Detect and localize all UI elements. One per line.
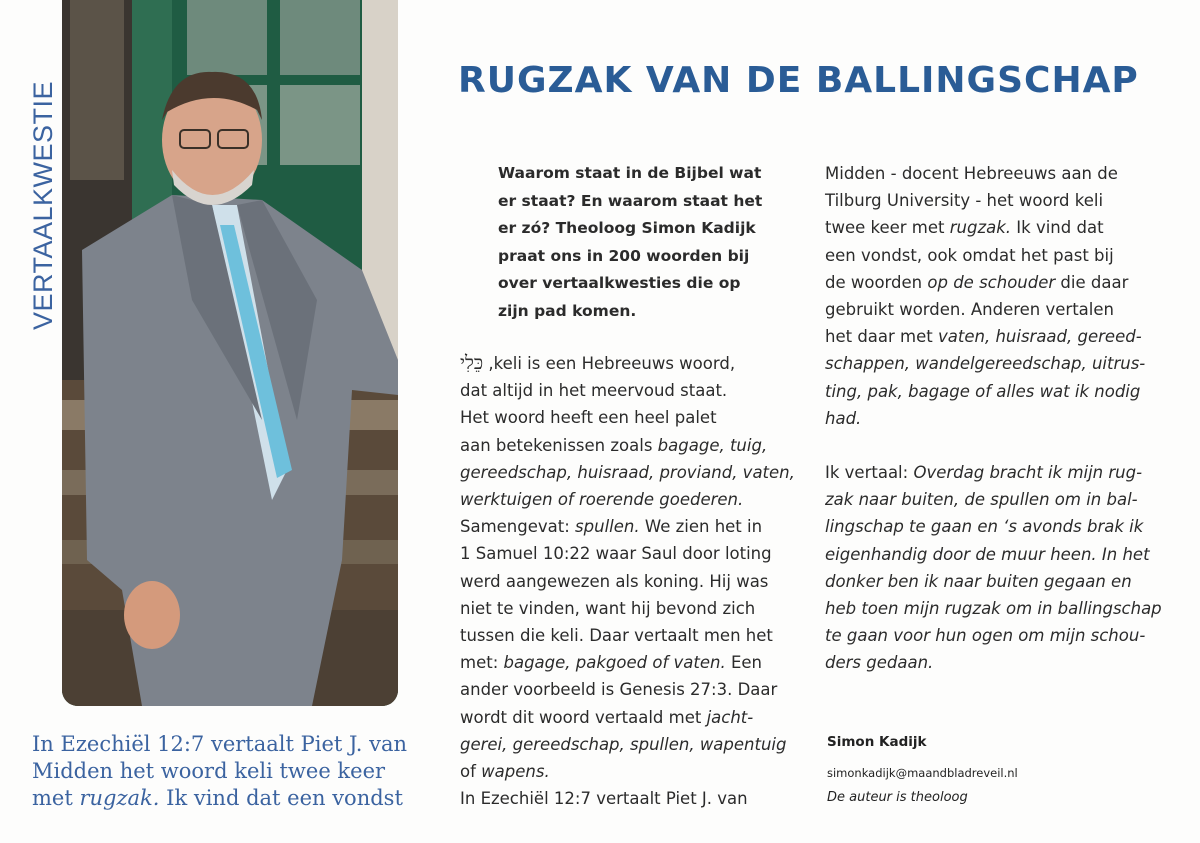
italic-phrase: bagage, pakgoed of vaten. xyxy=(503,653,726,673)
hebrew-word: כֵּלִי xyxy=(460,352,484,374)
paragraph-gap xyxy=(825,432,1165,459)
body-line: niet te vinden, want hij bevond zich xyxy=(460,598,756,618)
italic-phrase: vaten, huisraad, gereed- xyxy=(938,327,1142,347)
body-line: wordt dit woord vertaald met jacht- xyxy=(460,707,754,727)
body-line: dat altijd in het meervoud staat. xyxy=(460,381,728,401)
italic-phrase: ting, pak, bagage of alles wat ik nodig xyxy=(825,381,1141,401)
intro-line: Waarom staat in de Bijbel wat xyxy=(498,164,762,182)
body-line: Het woord heeft een heel palet xyxy=(460,408,717,428)
italic-phrase: Overdag bracht ik mijn rug- xyxy=(913,463,1143,483)
body-line: of wapens. xyxy=(460,762,550,782)
body-line xyxy=(825,622,1165,649)
body-line-text: ,keli is een Hebreeuws woord, xyxy=(488,354,736,373)
intro-line: praat ons in 200 woorden bij xyxy=(498,246,750,265)
body-column-2 xyxy=(825,160,1165,677)
body-line xyxy=(825,649,1165,676)
italic-phrase: lingschap te gaan en ‘s avonds brak ik xyxy=(825,517,1144,537)
body-line: gebruikt worden. Anderen vertalen xyxy=(825,300,1114,320)
body-line: aan betekenissen zoals bagage, tuig, xyxy=(460,435,768,455)
italic-phrase: jacht- xyxy=(706,707,754,727)
intro-line: er zó? Theoloog Simon Kadijk xyxy=(498,219,756,237)
body-line: tussen die keli. Daar vertaalt men het xyxy=(460,626,773,646)
body-line xyxy=(825,595,1165,622)
italic-phrase: te gaan voor hun ogen om mijn schou- xyxy=(825,626,1146,646)
pull-quote-line: Midden het woord keli twee keer xyxy=(32,759,386,783)
body-column-1 xyxy=(460,350,800,812)
author-email: simonkadijk@maandbladreveil.nl xyxy=(827,766,1018,780)
italic-phrase: op de schouder xyxy=(927,272,1056,292)
italic-phrase: ders gedaan. xyxy=(825,653,934,673)
italic-phrase: had. xyxy=(825,408,862,428)
body-line: 1 Samuel 10:22 waar Saul door loting xyxy=(460,544,772,564)
author-name: Simon Kadijk xyxy=(827,734,927,750)
italic-phrase: rugzak. xyxy=(79,786,160,810)
italic-phrase: spullen. xyxy=(575,517,640,537)
article-headline: RUGZAK VAN DE BALLINGSCHAP xyxy=(458,60,1139,101)
article-intro xyxy=(498,160,768,325)
pull-quote-line: In Ezechiël 12:7 vertaalt Piet J. van xyxy=(32,732,408,756)
body-line xyxy=(825,350,1165,377)
italic-phrase: gereedschap, huisraad, proviand, vaten, xyxy=(460,462,795,482)
intro-line: over vertaalkwesties die op xyxy=(498,274,741,292)
section-label: VERTAALKWESTIE xyxy=(28,80,58,330)
italic-phrase: eigenhandig door de muur heen. In het xyxy=(825,544,1150,564)
italic-phrase: donker ben ik naar buiten gegaan en xyxy=(825,571,1132,591)
italic-phrase: schappen, wandelgereedschap, uitrus- xyxy=(825,354,1146,374)
body-line xyxy=(460,731,800,758)
body-line xyxy=(825,486,1165,513)
body-line xyxy=(825,405,1165,432)
body-line: Samengevat: spullen. We zien het in xyxy=(460,517,763,537)
body-line: Midden - docent Hebreeuws aan de xyxy=(825,164,1118,183)
body-line: Tilburg University - het woord keli xyxy=(825,191,1104,211)
italic-phrase: zak naar buiten, de spullen om in bal- xyxy=(825,490,1138,510)
body-line: ander voorbeeld is Genesis 27:3. Daar xyxy=(460,680,778,700)
italic-phrase: heb toen mijn rugzak om in ballingschap xyxy=(825,599,1162,619)
body-line xyxy=(460,459,800,486)
author-photo xyxy=(62,0,398,706)
body-line: werd aangewezen als koning. Hij was xyxy=(460,571,769,591)
pull-quote xyxy=(32,731,422,812)
body-line: met: bagage, pakgoed of vaten. Een xyxy=(460,653,762,673)
body-line xyxy=(460,350,800,377)
italic-phrase: wapens. xyxy=(481,762,550,782)
body-line: Ik vertaal: Overdag bracht ik mijn rug- xyxy=(825,463,1143,483)
italic-phrase: werktuigen of roerende goederen. xyxy=(460,490,744,510)
body-line xyxy=(825,541,1165,568)
body-line xyxy=(825,513,1165,540)
intro-line: er staat? En waarom staat het xyxy=(498,191,763,210)
body-line xyxy=(825,378,1165,405)
intro-line: zijn pad komen. xyxy=(498,301,637,320)
body-line xyxy=(825,568,1165,595)
italic-phrase: bagage, tuig, xyxy=(657,435,768,455)
body-line xyxy=(460,486,800,513)
pull-quote-line: met rugzak. Ik vind dat een vondst xyxy=(32,786,403,810)
body-line: twee keer met rugzak. Ik vind dat xyxy=(825,218,1104,238)
author-note: De auteur is theoloog xyxy=(827,790,968,805)
italic-phrase: gerei, gereedschap, spullen, wapentuig xyxy=(460,734,787,754)
body-line: een vondst, ook omdat het past bij xyxy=(825,245,1114,265)
italic-phrase: rugzak. xyxy=(949,218,1012,238)
body-line: de woorden op de schouder die daar xyxy=(825,272,1129,292)
body-line: In Ezechiël 12:7 vertaalt Piet J. van xyxy=(460,789,748,809)
body-line: het daar met vaten, huisraad, gereed- xyxy=(825,327,1142,347)
